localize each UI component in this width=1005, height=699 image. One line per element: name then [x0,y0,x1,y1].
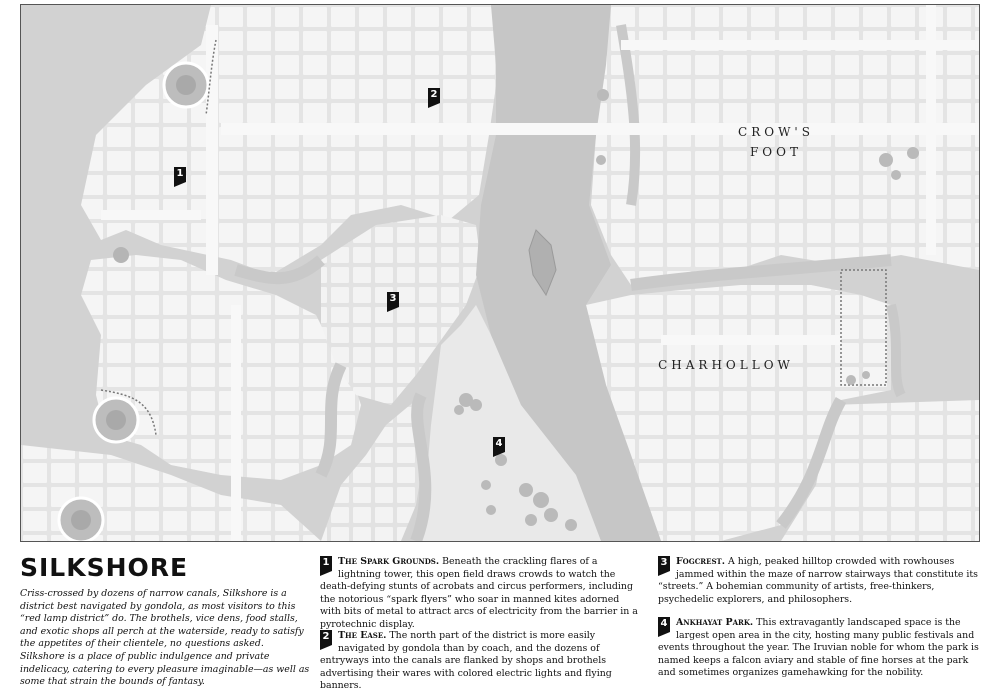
entry-heading: The Spark Grounds. [338,556,440,567]
entry-body: Beneath the crackling flares of a lightning tower, this open field draws crowds to watch the death-defying stunts of acrobats and circus performers, including the notorious “spark flyers” who soar in manned kites adorned with bits of metal to attract arcs of electricity from the barrier in a pyrotechnic display. [320,556,638,630]
map-marker-2[interactable] [428,88,440,108]
entry-number: 4 [660,618,668,629]
district-map[interactable] [20,4,980,542]
district-label-charhollow[interactable] [631,355,821,375]
entry-the-ease [320,630,643,693]
entry-body: This extravagantly landscaped space is the largest open area in the city, hosting many public festivals and events throughout the year. The Iruvian noble for whom the park is named keeps a falcon aviary and stable of fine horses at the park and sometimes organizes gamehawking for the nobility. [658,617,979,679]
marker-number: 4 [495,438,503,449]
entry-body: The north part of the district is more easily navigated by gondola than by coach, and the dozens of entryways into the canals are flanked by shops and brothels advertising their wares with colored electric lights and flying banners. [320,630,612,692]
marker-number: 3 [389,293,397,304]
marker-number: 2 [430,89,438,100]
entry-heading: The Ease. [338,630,387,641]
entry-heading: Ankhayat Park. [676,617,754,628]
district-label-line: CHARHOLLOW [658,358,794,372]
map-marker-3[interactable] [387,292,399,312]
entry-marker [320,630,332,650]
entry-marker [320,556,332,576]
marker-number: 1 [176,168,184,179]
entry-number: 3 [660,557,668,568]
map-marker-1[interactable] [174,167,186,187]
map-artwork [21,5,979,541]
district-title: SILKSHORE [20,553,189,582]
entry-heading: Fogcrest. [676,556,725,567]
district-label-line: FOOT [749,145,802,159]
entry-ankhayat-park [658,617,981,680]
entry-marker [658,617,670,637]
district-intro: Criss-crossed by dozens of narrow canals, Silkshore is a district best navigated by gondola, as most visitors to this “red lamp district” do. The brothels, vice dens, food stalls, and exotic shops all perch at the waterside, ready to satisfy the appetites of their clientele, no questions asked. Silkshore is a place of public indulgence and private indelicacy, catering to every pleasure imaginable—as well as some that strain the bounds of fantasy. [20,588,310,688]
entry-number: 2 [322,631,330,642]
entry-spark-grounds [320,556,643,632]
map-marker-4[interactable] [493,437,505,457]
district-label-crows-foot[interactable] [726,122,826,162]
entry-fogcrest [658,556,981,606]
entry-number: 1 [322,557,330,568]
entry-marker [658,556,670,576]
district-label-line: CROW'S [738,125,814,139]
entry-body: A high, peaked hilltop crowded with rowhouses jammed within the maze of narrow stairways that constitute its “streets.” A bohemian community of artists, free-thinkers, psychedelic explorers, and philosophers. [658,556,978,605]
